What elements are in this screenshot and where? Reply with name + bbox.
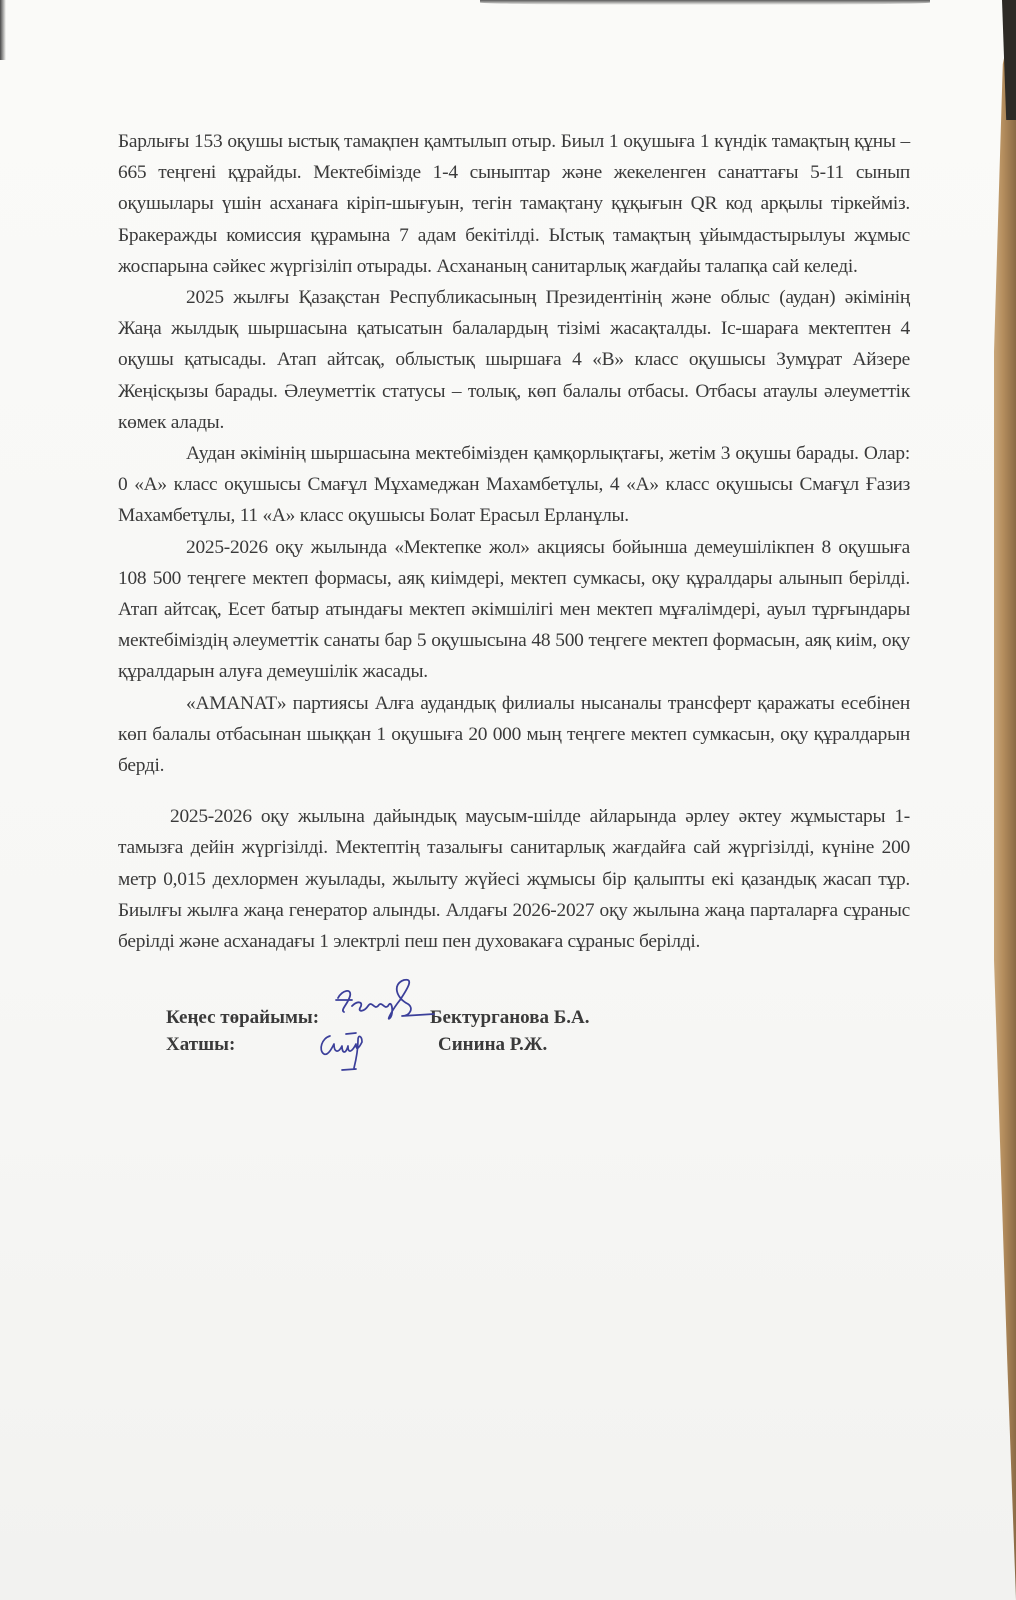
document-body <box>118 126 910 957</box>
signature-row-chair <box>166 1004 766 1031</box>
paragraph-road-to-school: 2025-2026 оқу жылында «Мектепке жол» акциясы бойынша демеушілікпен 8 оқушыға 108 500 теңгеге мектеп формасы, аяқ киімдері, мектеп сумкасы, оқу құралдары алынып берілді. Атап айтсақ, Есет батыр атындағы мектеп әкімшілігі мен мектеп мұғалімдері, ауыл тұрғындары мектебіміздің әлеуметтік санаты бар 5 оқушысына 48 500 теңгеге мектеп формасын, аяқ киім, оқу құралдарын алуға демеушілік жасады. <box>118 536 910 683</box>
chair-signature-icon <box>330 970 440 1030</box>
signature-row-secretary <box>166 1031 766 1058</box>
secretary-name: Синина Р.Ж. <box>438 1034 548 1055</box>
paragraph-repairs: 2025-2026 оқу жылына дайындық маусым-шілде айларында әрлеу әктеу жұмыстары 1-тамызға дейін жүргізілді. Мектептің тазалығы санитарлық жағдайға сай жүргізілді, күніне 200 метр 0,015 дехлормен жуылады, жылыту жүйесі жұмысы бір қалыпты екі қазандық жасап тұр. Биылғы жылға жаңа генератор алынды. Алдағы 2026-2027 оқу жылына жаңа парталарға сұраныс берілді және асханадағы 1 электрлі пеш пен духовакаға сұраныс берілді. <box>118 806 910 953</box>
paragraph-spacer <box>118 781 910 801</box>
page-corner-shadow <box>0 0 6 60</box>
chair-name: Бектурганова Б.А. <box>430 1007 590 1028</box>
wooden-table-edge <box>994 0 1016 1600</box>
paragraph-district-tree: Аудан әкімінің шыршасына мектебімізден қамқорлықтағы, жетім 3 оқушы барады. Олар: 0 «А» класс оқушысы Смағұл Мұхамеджан Махамбетұлы, 4 «А» класс оқушысы Смағұл Ғазиз Махамбетұлы, 11 «А» класс оқушысы Болат Ерасыл Ерланұлы. <box>118 443 910 527</box>
secretary-signature-icon <box>316 1026 376 1078</box>
page-fold-shadow <box>480 0 930 5</box>
paragraph-amanat: «AMANAT» партиясы Алға аудандық филиалы нысаналы трансферт қаражаты есебінен көп балалы отбасынан шыққан 1 оқушыға 20 000 мың теңгеге мектеп сумкасын, оқу құралдарын берді. <box>118 692 910 777</box>
paragraph-hot-meals: Барлығы 153 оқушы ыстық тамақпен қамтылып отыр. Биыл 1 оқушыға 1 күндік тамақтың құны – 665 теңгені құрайды. Мектебімізде 1-4 сыныптар және жекеленген санаттағы 5-11 сынып оқушылары үшін асханаға кіріп-шығуын, тегін тамақтану құқығын QR код арқылы тіркейміз. Бракеражды комиссия құрамына 7 адам бекітілді. Ыстық тамақтың ұйымдастырылуы жұмыс жоспарына сәйкес жүргізіліп отырады. Асхананың санитарлық жағдайы талапқа сай келеді. <box>118 131 910 277</box>
chair-role-label: Кеңес төрайымы: <box>166 1007 320 1028</box>
secretary-role-label: Хатшы: <box>166 1034 236 1055</box>
paragraph-new-year-tree: 2025 жылғы Қазақстан Республикасының Президентінің және облыс (аудан) әкімінің Жаңа жылдық шыршасына қатысатын балалардың тізімі жасақталды. Іс-шараға мектептен 4 оқушы қатысады. Атап айтсақ, облыстық шыршаға 4 «В» класс оқушысы Зумұрат Айзере Жеңісқызы барады. Әлеуметтік статусы – толық, көп балалы отбасы. Отбасы атаулы әлеуметтік көмек алады. <box>118 287 910 433</box>
signature-block <box>166 1004 766 1058</box>
